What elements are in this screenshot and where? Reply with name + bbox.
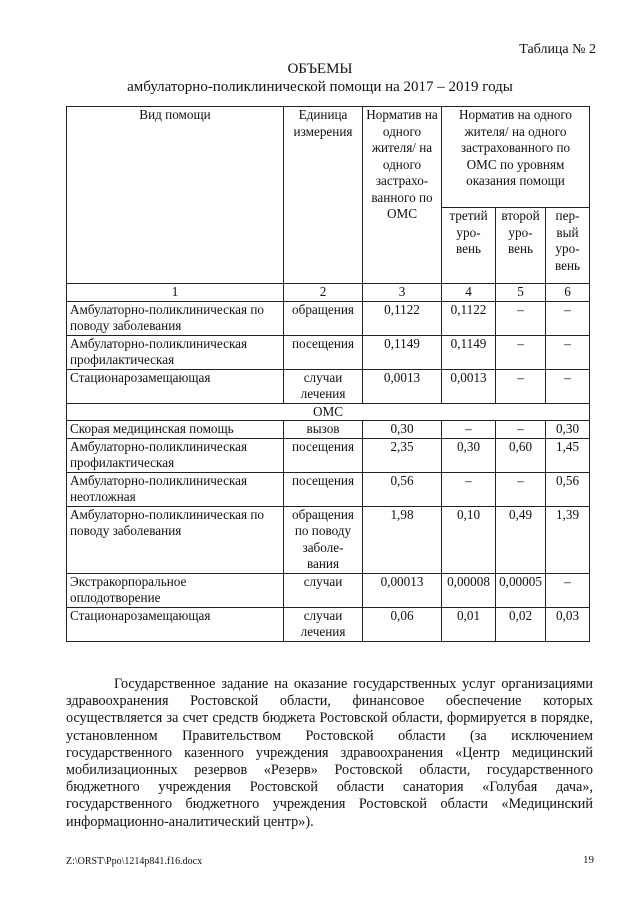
cell-norm: 0,06 [363,607,442,641]
cell-vid: Амбулаторно-поликлиническая неотложная [67,472,284,506]
cell-unit: посещения [284,438,363,472]
cell-lvl1: 0,30 [546,421,590,439]
cell-lvl3: 0,00008 [442,573,496,607]
column-numbers-row [67,284,590,302]
cell-lvl1: 0,03 [546,607,590,641]
cell-lvl1: 1,45 [546,438,590,472]
cell-lvl2: – [496,472,546,506]
cell-lvl3: 0,1149 [442,335,496,369]
cell-vid: Скорая медицинская помощь [67,421,284,439]
cell-vid: Стационарозамещающая [67,607,284,641]
col-number: 1 [67,284,284,302]
title-line1: ОБЪЕМЫ [287,61,353,77]
cell-lvl2: – [496,421,546,439]
table-row [67,369,590,403]
volumes-table [66,106,590,642]
footer-file-path: Z:\ORST\Ppo\1214p841.f16.docx [66,856,203,867]
cell-lvl3: 0,01 [442,607,496,641]
table-row [67,472,590,506]
cell-lvl2: 0,00005 [496,573,546,607]
table-row [67,506,590,573]
cell-norm: 1,98 [363,506,442,573]
cell-lvl1: – [546,573,590,607]
table-row [67,335,590,369]
cell-lvl2: – [496,335,546,369]
title-line2: амбулаторно-поликлинической помощи на 2017 – 2019 годы [127,79,513,95]
header-norm-group: Норматив на одного жителя/ на одного застрахованного по ОМС по уровням оказания помощи [442,107,590,208]
cell-norm: 0,1122 [363,301,442,335]
table-title [0,60,640,96]
cell-norm: 0,00013 [363,573,442,607]
cell-lvl2: – [496,369,546,403]
cell-norm: 0,0013 [363,369,442,403]
header-row-1 [67,107,590,208]
header-vid: Вид помощи [67,107,284,284]
cell-lvl3: 0,10 [442,506,496,573]
table-row [67,301,590,335]
cell-lvl3: – [442,421,496,439]
cell-norm: 0,1149 [363,335,442,369]
paragraph: Государственное задание на оказание государственных услуг организациями здравоохранения Ростовской области, финансовое обеспечение которых осуществляется за счет средств бюджета Ростовской области, формируется в порядке, установленном Правительством Ростовской области (за исключением государственного казенного учреждения здравоохранения «Центр медицинский мобилизационных резервов «Резерв» Ростовской области, государственного бюджетного учреждения Ростовской области санатория «Голубая дача», государственного бюджетного учреждения Ростовской области «Медицинский информационно-аналитический центр»). [66,676,593,830]
cell-lvl1: – [546,301,590,335]
col-number: 2 [284,284,363,302]
body-text [66,676,593,831]
cell-unit: посещения [284,335,363,369]
cell-lvl2: 0,60 [496,438,546,472]
cell-unit: случаи лечения [284,607,363,641]
header-level-2: второй уро-вень [496,208,546,284]
col-number: 4 [442,284,496,302]
cell-lvl2: – [496,301,546,335]
cell-lvl3: 0,1122 [442,301,496,335]
table-row [67,438,590,472]
header-norm-single: Норматив на одного жителя/ на одного застрахо-ванного по ОМС [363,107,442,284]
cell-unit: случаи [284,573,363,607]
cell-lvl1: 0,56 [546,472,590,506]
cell-unit: случаи лечения [284,369,363,403]
cell-norm: 2,35 [363,438,442,472]
cell-unit: обращения [284,301,363,335]
cell-vid: Стационарозамещающая [67,369,284,403]
table-number: Таблица № 2 [519,42,596,57]
page-number: 19 [583,854,594,866]
cell-lvl3: – [442,472,496,506]
cell-unit: посещения [284,472,363,506]
cell-vid: Амбулаторно-поликлиническая профилактическая [67,438,284,472]
section-row [67,403,590,421]
header-unit: Единица измерения [284,107,363,284]
col-number: 5 [496,284,546,302]
col-number: 3 [363,284,442,302]
table-row [67,421,590,439]
cell-vid: Экстракорпоральное оплодотворение [67,573,284,607]
cell-norm: 0,56 [363,472,442,506]
cell-vid: Амбулаторно-поликлиническая профилактическая [67,335,284,369]
cell-unit: вызов [284,421,363,439]
header-level-3: третий уро-вень [442,208,496,284]
cell-lvl2: 0,02 [496,607,546,641]
cell-lvl1: 1,39 [546,506,590,573]
table-row [67,607,590,641]
cell-unit: обращения по поводу заболе-вания [284,506,363,573]
section-oms: ОМС [67,403,590,421]
cell-lvl3: 0,30 [442,438,496,472]
cell-lvl3: 0,0013 [442,369,496,403]
cell-lvl2: 0,49 [496,506,546,573]
col-number: 6 [546,284,590,302]
header-level-1: пер-вый уро-вень [546,208,590,284]
cell-vid: Амбулаторно-поликлиническая по поводу заболевания [67,301,284,335]
cell-lvl1: – [546,369,590,403]
table-row [67,573,590,607]
cell-norm: 0,30 [363,421,442,439]
cell-lvl1: – [546,335,590,369]
cell-vid: Амбулаторно-поликлиническая по поводу заболевания [67,506,284,573]
